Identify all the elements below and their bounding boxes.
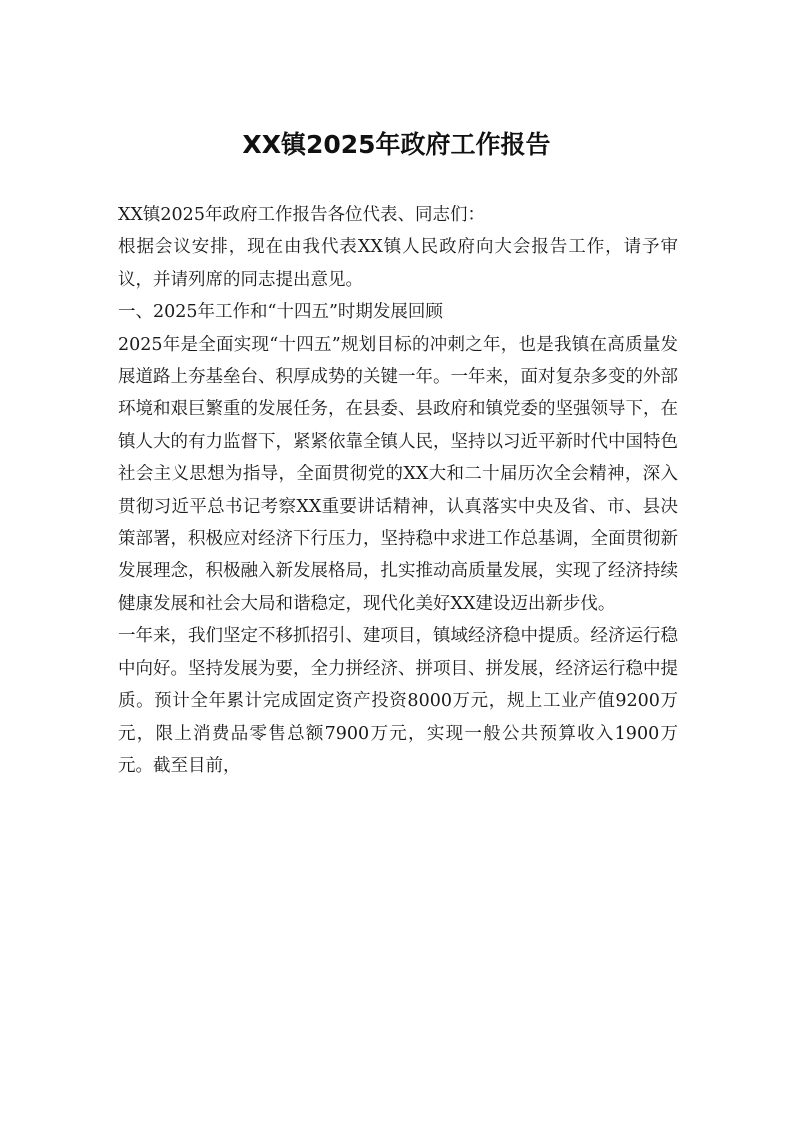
review-paragraph: 2025年是全面实现“十四五”规划目标的冲刺之年，也是我镇在高质量发展道路上夯基垒台、积厚成势的关键一年。一年来，面对复杂多变的外部环境和艰巨繁重的发展任务，在县委、县政府和镇党委的坚强领导下，在镇人大的有力监督下，紧紧依靠全镇人民，坚持以习近平新时代中国特色社会主义思想为指导，全面贯彻党的XX大和二十届历次全会精神，深入贯彻习近平总书记考察XX重要讲话精神，认真落实中央及省、市、县决策部署，积极应对经济下行压力，坚持稳中求进工作总基调，全面贯彻新发展理念，积极融入新发展格局，扎实推动高质量发展，实现了经济持续健康发展和社会大局和谐稳定，现代化美好XX建设迈出新步伐。: [118, 334, 678, 614]
opening-paragraph: 根据会议安排，现在由我代表XX镇人民政府向大会报告工作，请予审议，并请列席的同志提出意见。: [118, 237, 678, 290]
salutation-paragraph: XX镇2025年政府工作报告各位代表、同志们：: [118, 205, 485, 225]
economy-paragraph: 一年来，我们坚定不移抓招引、建项目，镇域经济稳中提质。经济运行稳中向好。坚持发展为要，全力拼经济、拼项目、拼发展，经济运行稳中提质。预计全年累计完成固定资产投资8000万元，规上工业产值9200万元，限上消费品零售总额7900万元，实现一般公共预算收入1900万元。截至目前，: [118, 626, 678, 776]
document-body: [118, 199, 678, 782]
document-title: XX镇2025年政府工作报告: [242, 130, 551, 159]
section-heading: 一、2025年工作和“十四五”时期发展回顾: [118, 302, 443, 323]
